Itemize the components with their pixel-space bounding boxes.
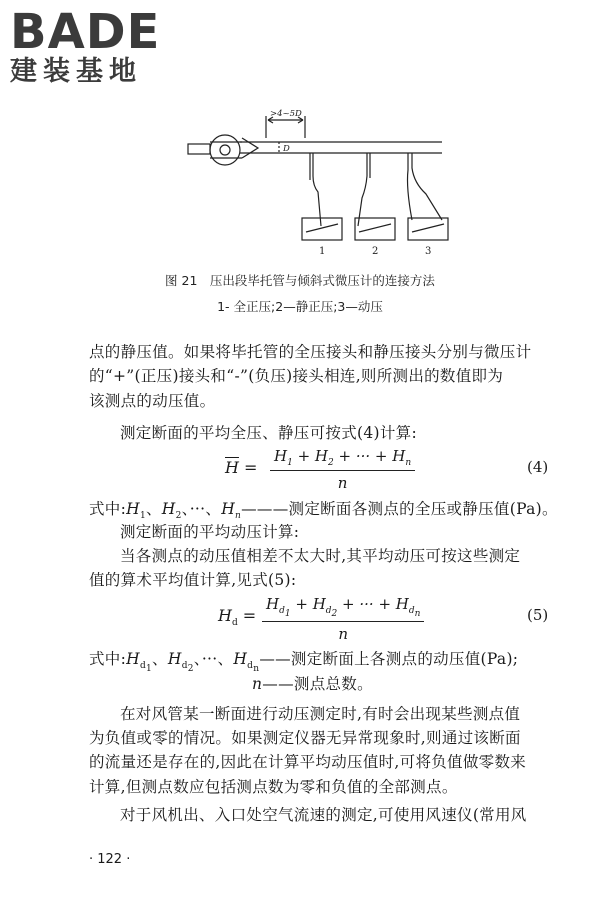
body-line: 点的静压值。如果将毕托管的全压接头和静压接头分别与微压计	[89, 343, 532, 361]
equation-5-definition-text: 测定断面上各测点的动压值(Pa);	[290, 650, 519, 668]
hose-2	[358, 153, 367, 226]
logo-subtitle: 建装基地	[10, 56, 142, 87]
body-line: 值的算术平均值计算,见式(5):	[89, 571, 297, 589]
manometer-3	[408, 218, 448, 240]
figure-legend: 1- 全正压;2—静正压;3—动压	[217, 299, 383, 314]
figure-caption: 图 21 压出段毕托管与倾斜式微压计的连接方法	[165, 273, 435, 288]
logo-wordmark: BADE	[10, 4, 161, 60]
body-line: 的“+”(正压)接头和“-”(负压)接头相连,则所测出的数值即为	[89, 367, 504, 385]
equation-5	[0, 595, 600, 643]
flow-arrow	[242, 138, 258, 158]
equation-5-number: (5)	[527, 606, 549, 624]
page-number: · 122 ·	[89, 852, 131, 867]
brand-logo	[10, 6, 180, 88]
body-line: 的流量还是存在的,因此在计算平均动压值时,可将负值做零数来	[89, 753, 527, 771]
body-line: 为负值或零的情况。如果测定仪器无异常现象时,则通过该断面	[89, 729, 521, 747]
equation-5-fraction: $H_{d_1} + H_{d_2}$ + ··· + $H_{d_n}$ n	[262, 595, 424, 643]
equation-4-definition-text: —测定断面各测点的全压或静压值(Pa)。	[272, 500, 558, 518]
body-line: 该测点的动压值。	[89, 392, 216, 410]
equation-4-definition: 式中$:H_1$、$H_2$、···、$H_n———$测定断面各测点的全压或静压值(Pa)。	[89, 500, 558, 522]
equation-4	[0, 447, 600, 491]
gauge-label-1: 1	[319, 246, 326, 257]
hose-1	[313, 153, 321, 226]
manometer-2	[355, 218, 395, 240]
pitot-manometer-diagram	[180, 108, 450, 263]
equation-5-definition: 式中$:H_{d_1}$、$H_{d_2}$、···、$H_{d_n}——$测定断面上各测点的动压值(Pa);	[89, 650, 519, 674]
fan-housing	[210, 135, 240, 165]
diameter-label: D	[283, 144, 290, 154]
manometer-1	[302, 218, 342, 240]
hose-3a	[412, 153, 442, 220]
equation-5-lhs: $H_d$ =	[218, 606, 257, 629]
gauge-label-2: 2	[372, 246, 379, 257]
body-line: 对于风机出、入口处空气流速的测定,可使用风速仪(常用风	[120, 806, 527, 824]
hose-3b	[408, 153, 413, 220]
equation-4-lhs: $\overline{H}$ =	[225, 458, 258, 477]
equation-5-n-definition: n——测点总数。	[252, 675, 373, 693]
fan-motor	[188, 144, 210, 154]
body-line: 在对风管某一断面进行动压测定时,有时会出现某些测点值	[120, 705, 521, 723]
gauge-label-3: 3	[425, 246, 432, 257]
distance-label: >4~5D	[270, 109, 302, 119]
body-line: 测定断面的平均动压计算:	[120, 523, 300, 541]
equation-5-n-text: —测点总数。	[278, 675, 373, 693]
body-line: 计算,但测点数应包括测点数为零和负值的全部测点。	[89, 778, 458, 796]
equation-4-fraction: $\frac{H_1 + H_2 + \cdot\cdot\cdot + H_n}{n}$	[270, 447, 415, 492]
equation-4-number: (4)	[527, 458, 549, 476]
body-line: 当各测点的动压值相差不太大时,其平均动压可按这些测定	[120, 547, 521, 565]
body-line: 测定断面的平均全压、静压可按式(4)计算:	[120, 424, 417, 442]
